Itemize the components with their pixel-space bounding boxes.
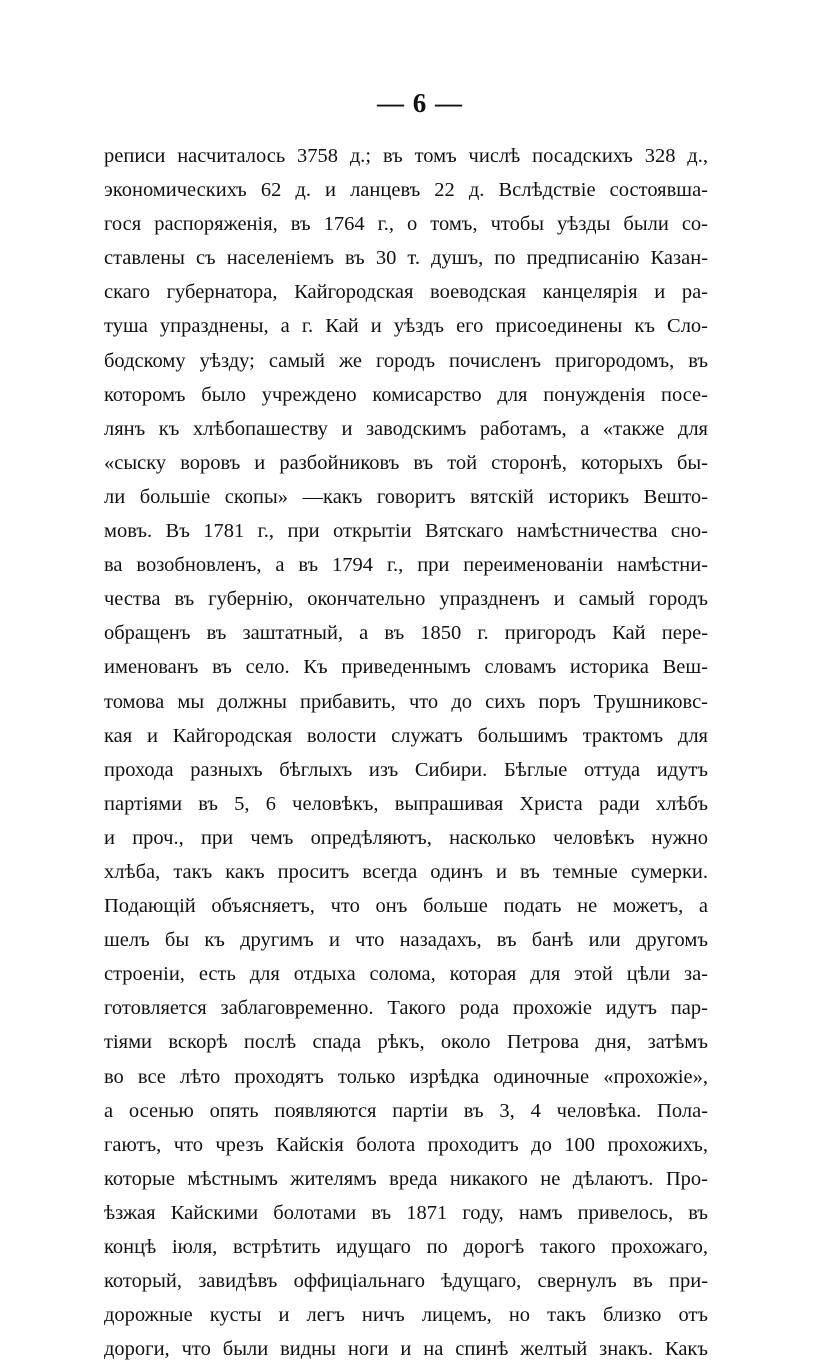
text-line: концѣ іюля, встрѣтить идущаго по дорогѣ такого прохожаго, bbox=[104, 1236, 708, 1258]
text-line: мовъ. Въ 1781 г., при открытіи Вятскаго намѣстничества сно- bbox=[104, 520, 708, 543]
text-line: хлѣба, такъ какъ проситъ всегда одинъ и въ темные сумерки. bbox=[104, 860, 708, 883]
text-line: прохода разныхъ бѣглыхъ изъ Сибири. Бѣглые оттуда идутъ bbox=[104, 758, 708, 781]
text-line: шелъ бы къ другимъ и что назадахъ, въ банѣ или другомъ bbox=[104, 929, 708, 952]
text-line: тіями вскорѣ послѣ спада рѣкъ, около Петрова дня, затѣмъ bbox=[104, 1031, 708, 1054]
text-line: которые мѣстнымъ жителямъ вреда никакого не дѣлаютъ. Про- bbox=[104, 1167, 708, 1190]
text-line: кая и Кайгородская волости служатъ большимъ трактомъ для bbox=[104, 724, 708, 747]
text-line: «сыску воровъ и разбойниковъ въ той сторонѣ, которыхъ бы- bbox=[104, 451, 708, 474]
text-line: ли большіе скопы» —какъ говоритъ вятскій историкъ Вешто- bbox=[104, 485, 708, 508]
text-line: строеніи, есть для отдыха солома, которая для этой цѣли за- bbox=[104, 963, 708, 986]
text-line: скаго губернатора, Кайгородская воеводская канцелярія и ра- bbox=[104, 281, 708, 304]
text-line: которомъ было учреждено комисарство для понужденія посе- bbox=[104, 383, 708, 406]
text-line: гаютъ, что чрезъ Кайскія болота проходитъ до 100 прохожихъ, bbox=[104, 1133, 708, 1156]
text-line: томова мы должны прибавить, что до сихъ поръ Трушниковс- bbox=[104, 690, 708, 713]
text-line: гося распоряженія, въ 1764 г., о томъ, чтобы уѣзды были со- bbox=[104, 213, 708, 236]
text-line: готовляется заблаговременно. Такого рода прохожіе идутъ пар- bbox=[104, 997, 708, 1020]
text-line: туша упразднены, а г. Кай и уѣздъ его присоединены къ Сло- bbox=[104, 315, 708, 338]
text-line: реписи насчиталось 3758 д.; въ томъ числѣ посадскихъ 328 д., bbox=[104, 145, 708, 167]
text-line: ставлены съ населеніемъ въ 30 т. душъ, по предписанію Казан- bbox=[104, 247, 708, 270]
page-number: — 6 — bbox=[377, 88, 463, 118]
text-line: ѣзжая Кайскими болотами въ 1871 году, намъ привелось, въ bbox=[104, 1201, 708, 1224]
text-line: дорожные кусты и легъ ничъ лицемъ, но такъ близко отъ bbox=[104, 1304, 708, 1327]
text-line: и проч., при чемъ опредѣляютъ, насколько человѣкъ нужно bbox=[104, 826, 708, 849]
text-line: экономическихъ 62 д. и ланцевъ 22 д. Вслѣдствіе состоявша- bbox=[104, 179, 708, 202]
text-line: чества въ губернію, окончательно упраздненъ и самый городъ bbox=[104, 588, 708, 611]
text-line: именованъ въ село. Къ приведеннымъ словамъ историка Веш- bbox=[104, 656, 708, 679]
body-text bbox=[104, 139, 708, 1366]
text-line: партіями въ 5, 6 человѣкъ, выпрашивая Христа ради хлѣбъ bbox=[104, 792, 708, 815]
text-line: Подающій объясняетъ, что онъ больше подать не можетъ, а bbox=[104, 895, 708, 918]
text-line: обращенъ въ заштатный, а въ 1850 г. пригородъ Кай пере- bbox=[104, 622, 708, 645]
text-line: бодскому уѣзду; самый же городъ почисленъ пригородомъ, въ bbox=[104, 349, 708, 372]
text-line: дороги, что были видны ноги и на спинѣ желтый знакъ. Какъ bbox=[104, 1338, 708, 1361]
text-line: во все лѣто проходятъ только изрѣдка одиночные «прохожіе», bbox=[104, 1065, 708, 1088]
text-line: а осенью опять появляются партіи въ 3, 4 человѣка. Пола- bbox=[104, 1099, 708, 1122]
text-line: ва возобновленъ, а въ 1794 г., при переименованіи намѣстни- bbox=[104, 554, 708, 577]
text-line: который, завидѣвъ оффиціальнаго ѣдущаго, свернулъ въ при- bbox=[104, 1270, 708, 1293]
text-line: лянъ къ хлѣбопашеству и заводскимъ работамъ, а «также для bbox=[104, 417, 708, 440]
